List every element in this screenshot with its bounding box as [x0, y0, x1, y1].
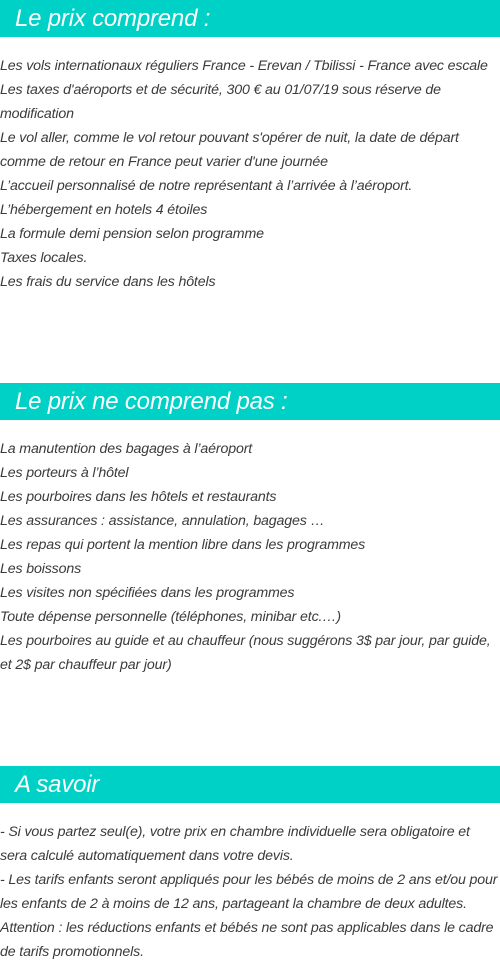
list-item: Taxes locales.	[0, 250, 88, 266]
list-item: Toute dépense personnelle (téléphones, minibar etc.…)	[0, 609, 341, 625]
section-header-not-included: Le prix ne comprend pas :	[0, 383, 500, 420]
list-item: Les repas qui portent la mention libre dans les programmes	[0, 537, 366, 553]
included-list	[0, 54, 500, 294]
list-item: - Les tarifs enfants seront appliqués pour les bébés de moins de 2 ans et/ou pour les enfants de 2 à moins de 12 ans, partageant la chambre de deux adultes.	[0, 872, 498, 912]
list-item: Les assurances : assistance, annulation, bagages …	[0, 513, 325, 529]
list-item: Attention : les réductions enfants et bébés ne sont pas applicables dans le cadre de tarifs promotionnels.	[0, 920, 494, 960]
list-item: Les visites non spécifiées dans les programmes	[0, 585, 295, 601]
list-item: Les boissons	[0, 561, 82, 577]
list-item: La formule demi pension selon programme	[0, 226, 264, 242]
list-item: Les taxes d'aéroports et de sécurité, 300 € au 01/07/19 sous réserve de modification	[0, 82, 441, 122]
list-item: Les pourboires dans les hôtels et restaurants	[0, 489, 277, 505]
list-item: Le vol aller, comme le vol retour pouvant s'opérer de nuit, la date de départ comme de retour en France peut varier d'une journée	[0, 130, 459, 170]
list-item: - Si vous partez seul(e), votre prix en chambre individuelle sera obligatoire et sera calculé automatiquement dans votre devis.	[0, 824, 470, 864]
list-item: Les frais du service dans les hôtels	[0, 274, 216, 290]
list-item: L’hébergement en hotels 4 étoiles	[0, 202, 208, 218]
list-item: L’accueil personnalisé de notre représentant à l’arrivée à l’aéroport.	[0, 178, 413, 194]
section-header-included: Le prix comprend :	[0, 0, 500, 37]
section-header-good-to-know: A savoir	[0, 766, 500, 803]
list-item: Les pourboires au guide et au chauffeur (nous suggérons 3$ par jour, par guide, et 2$ par chauffeur par jour)	[0, 633, 491, 673]
good-to-know-list	[0, 820, 500, 964]
list-item: Les porteurs à l’hôtel	[0, 465, 129, 481]
not-included-list	[0, 437, 500, 677]
list-item: Les vols internationaux réguliers France - Erevan / Tbilissi - France avec escale	[0, 58, 488, 74]
list-item: La manutention des bagages à l’aéroport	[0, 441, 253, 457]
